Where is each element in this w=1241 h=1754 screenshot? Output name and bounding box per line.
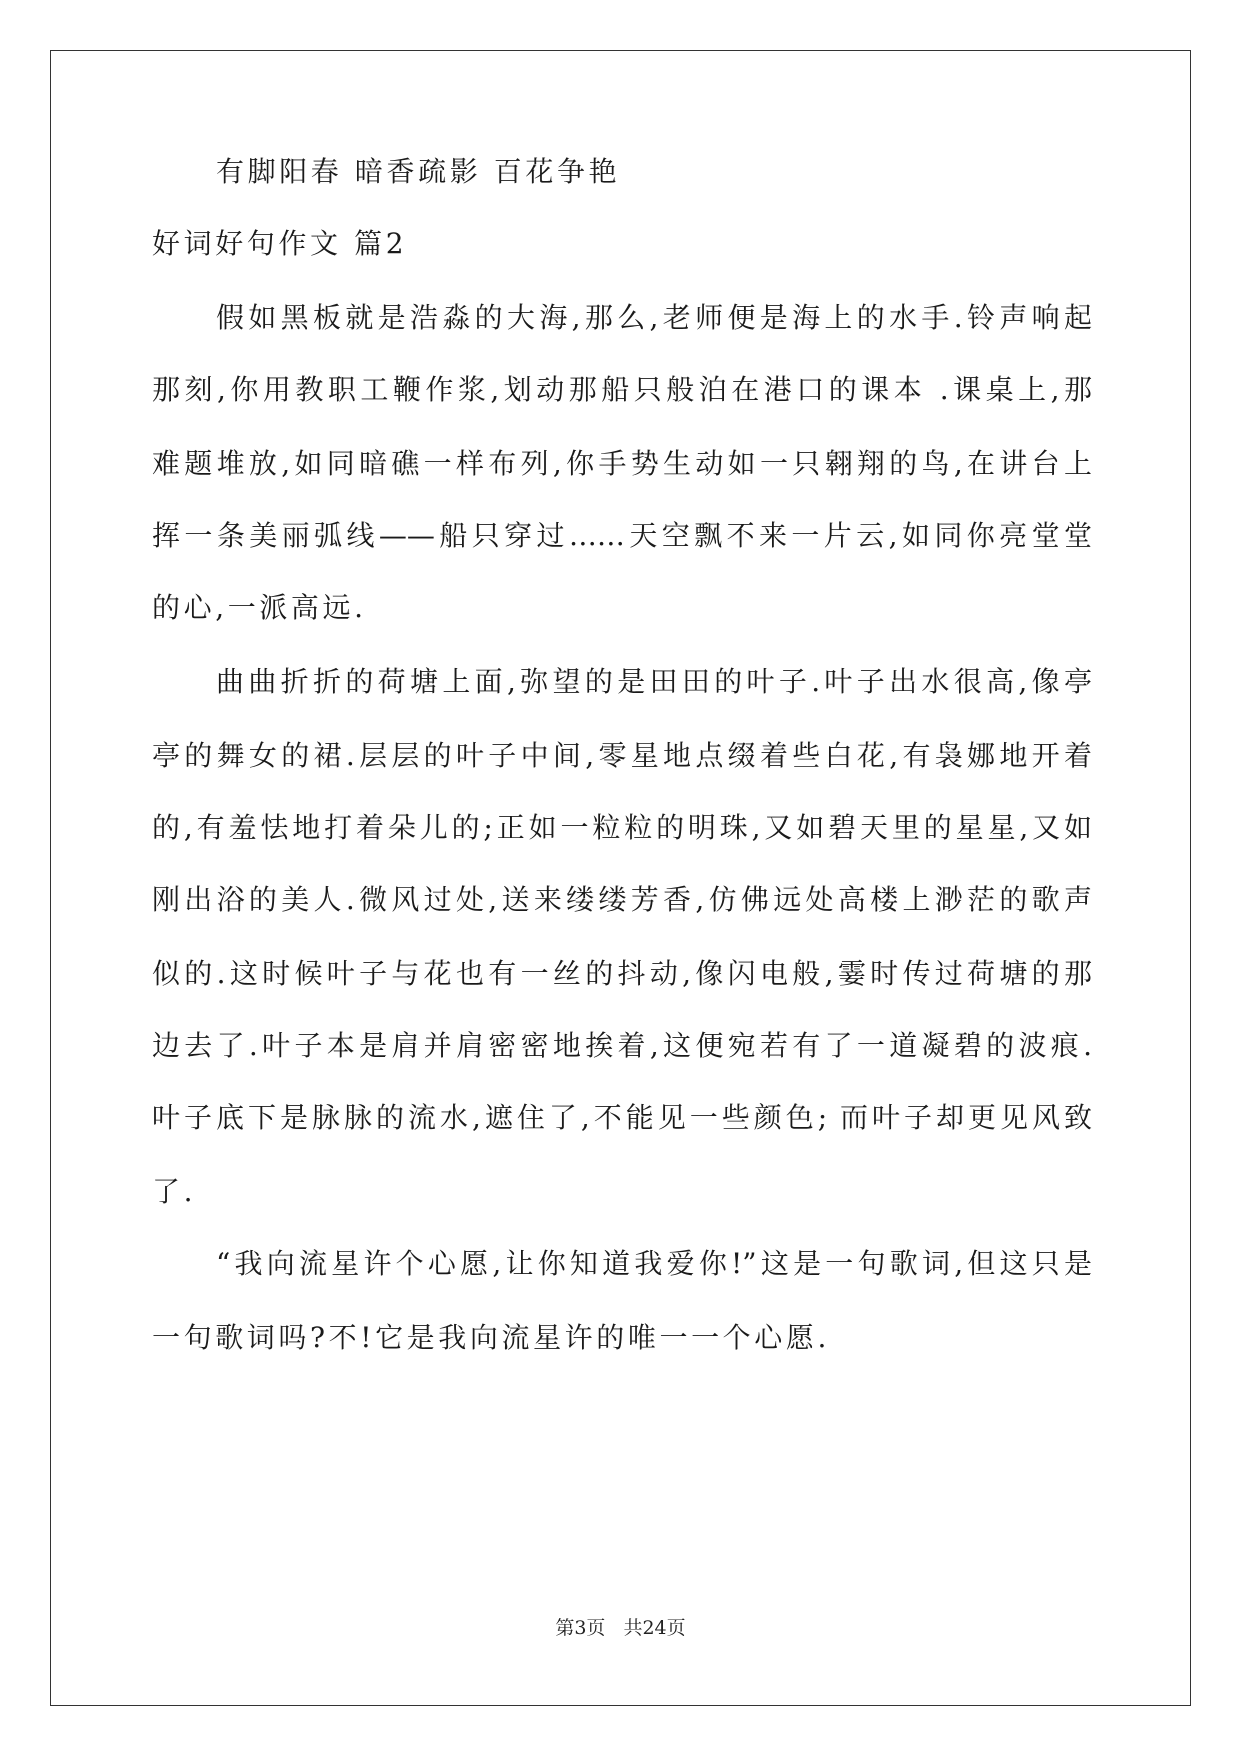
paragraph-2-line-4: 刚出浴的美人.微风过处,送来缕缕芳香,仿佛远处高楼上渺茫的歌声 — [152, 883, 1092, 916]
paragraph-2-line-5: 似的.这时候叶子与花也有一丝的抖动,像闪电般,霎时传过荷塘的那 — [152, 957, 1092, 990]
paragraph-2-line-8: 了. — [152, 1175, 197, 1208]
section-heading: 好词好句作文 篇2 — [152, 227, 408, 260]
paragraph-2-line-6: 边去了.叶子本是肩并肩密密地挨着,这便宛若有了一道凝碧的波痕. — [152, 1029, 1092, 1062]
page-footer — [0, 1615, 1241, 1641]
paragraph-2-line-2: 亭的舞女的裙.层层的叶子中间,零星地点缀着些白花,有袅娜地开着 — [152, 739, 1092, 772]
paragraph-1-line-1: 假如黑板就是浩淼的大海,那么,老师便是海上的水手.铃声响起 — [216, 301, 1092, 334]
paragraph-1-line-4: 挥一条美丽弧线——船只穿过……天空飘不来一片云,如同你亮堂堂 — [152, 519, 1092, 552]
text-line-intro: 有脚阳春 暗香疏影 百花争艳 — [216, 155, 621, 188]
paragraph-3-line-2: 一句歌词吗?不!它是我向流星许的唯一一个心愿. — [152, 1321, 830, 1354]
paragraph-2-line-3: 的,有羞怯地打着朵儿的;正如一粒粒的明珠,又如碧天里的星星,又如 — [152, 811, 1092, 844]
paragraph-1-line-2: 那刻,你用教职工鞭作浆,划动那船只般泊在港口的课本 .课桌上,那 — [152, 373, 1092, 406]
page-number: 第3页 — [555, 1617, 606, 1639]
paragraph-1-line-5: 的心,一派高远. — [152, 591, 367, 624]
paragraph-3-line-1: “我向流星许个心愿,让你知道我爱你!”这是一句歌词,但这只是 — [216, 1247, 1092, 1280]
paragraph-2-line-1: 曲曲折折的荷塘上面,弥望的是田田的叶子.叶子出水很高,像亭 — [216, 665, 1092, 698]
paragraph-2-line-7: 叶子底下是脉脉的流水,遮住了,不能见一些颜色; 而叶子却更见风致 — [152, 1101, 1092, 1134]
paragraph-1-line-3: 难题堆放,如同暗礁一样布列,你手势生动如一只翱翔的鸟,在讲台上 — [152, 447, 1092, 480]
page-total: 共24页 — [623, 1617, 686, 1639]
